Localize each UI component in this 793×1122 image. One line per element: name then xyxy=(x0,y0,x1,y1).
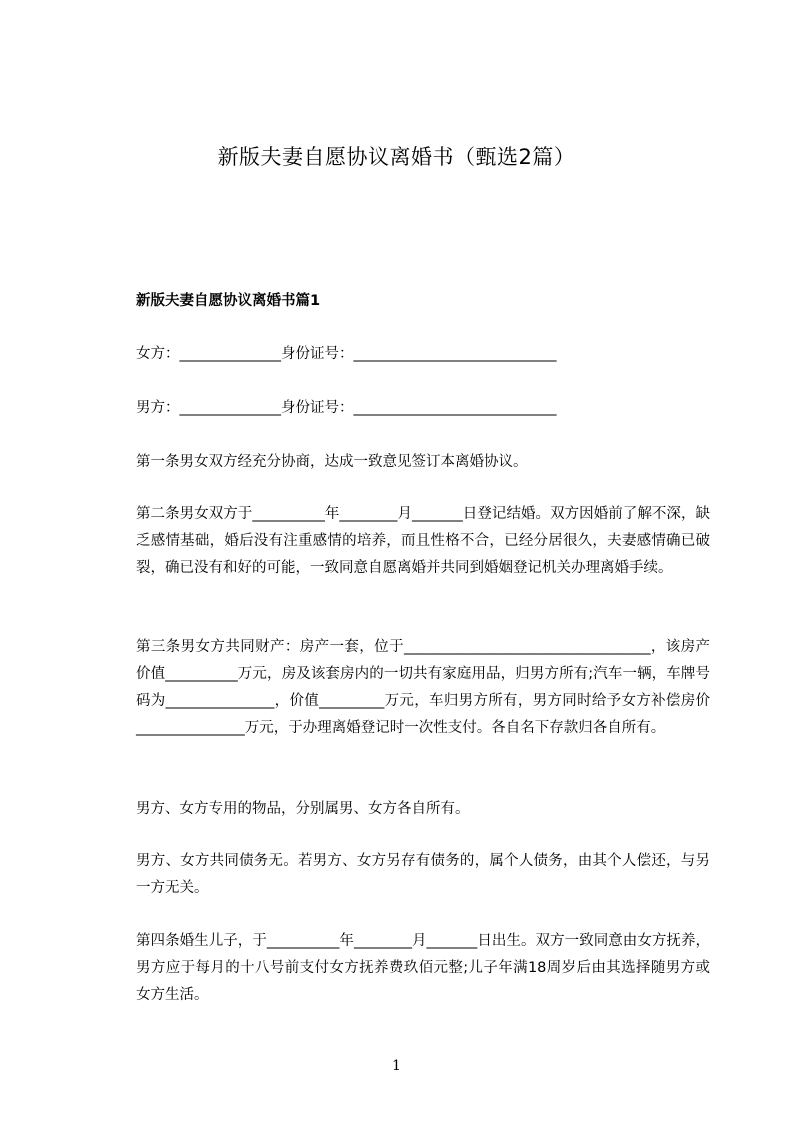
article-1: 第一条男女双方经充分协商，达成一致意见签订本离婚协议。 xyxy=(136,454,528,470)
article-3: 第三条男女方共同财产：房产一套，位于__________________________________，该房产价值__________万元，房及该套房内的一切共有家庭用品，归男方所有;汽车一辆，车牌号码为_______________，价值_________万元，车归男方所有，男方同时给予女方补偿房价_______________万元，于办理离婚登记时一次性支付。各自名下存款归各自所有。 xyxy=(136,639,710,736)
document-title: 新版夫妻自愿协议离婚书（甄选2篇） xyxy=(217,145,576,169)
section-heading: 新版夫妻自愿协议离婚书篇1 xyxy=(136,293,321,309)
article-2: 第二条男女双方于__________年________月_______日登记结婚。双方因婚前了解不深，缺乏感情基础，婚后没有注重感情的培养，而且性格不合，已经分居很久，夫妻感情确已破裂，确已没有和好的可能，一致同意自愿离婚并共同到婚姻登记机关办理离婚手续。 xyxy=(136,506,710,576)
female-party-line: 女方：______________身份证号：____________________________ xyxy=(136,346,557,362)
male-party-line: 男方：______________身份证号：____________________________ xyxy=(136,400,557,416)
debts-clause: 男方、女方共同债务无。若男方、女方另存有债务的，属个人债务，由其个人偿还，与另一方无关。 xyxy=(136,853,710,896)
page-number: 1 xyxy=(392,1058,401,1074)
personal-items-clause: 男方、女方专用的物品，分别属男、女方各自所有。 xyxy=(136,801,470,817)
article-4: 第四条婚生儿子，于__________年________月_______日出生。双方一致同意由女方抚养，男方应于每月的十八号前支付女方抚养费玖佰元整;儿子年满18周岁后由其选择随男方或女方生活。 xyxy=(136,933,710,1003)
